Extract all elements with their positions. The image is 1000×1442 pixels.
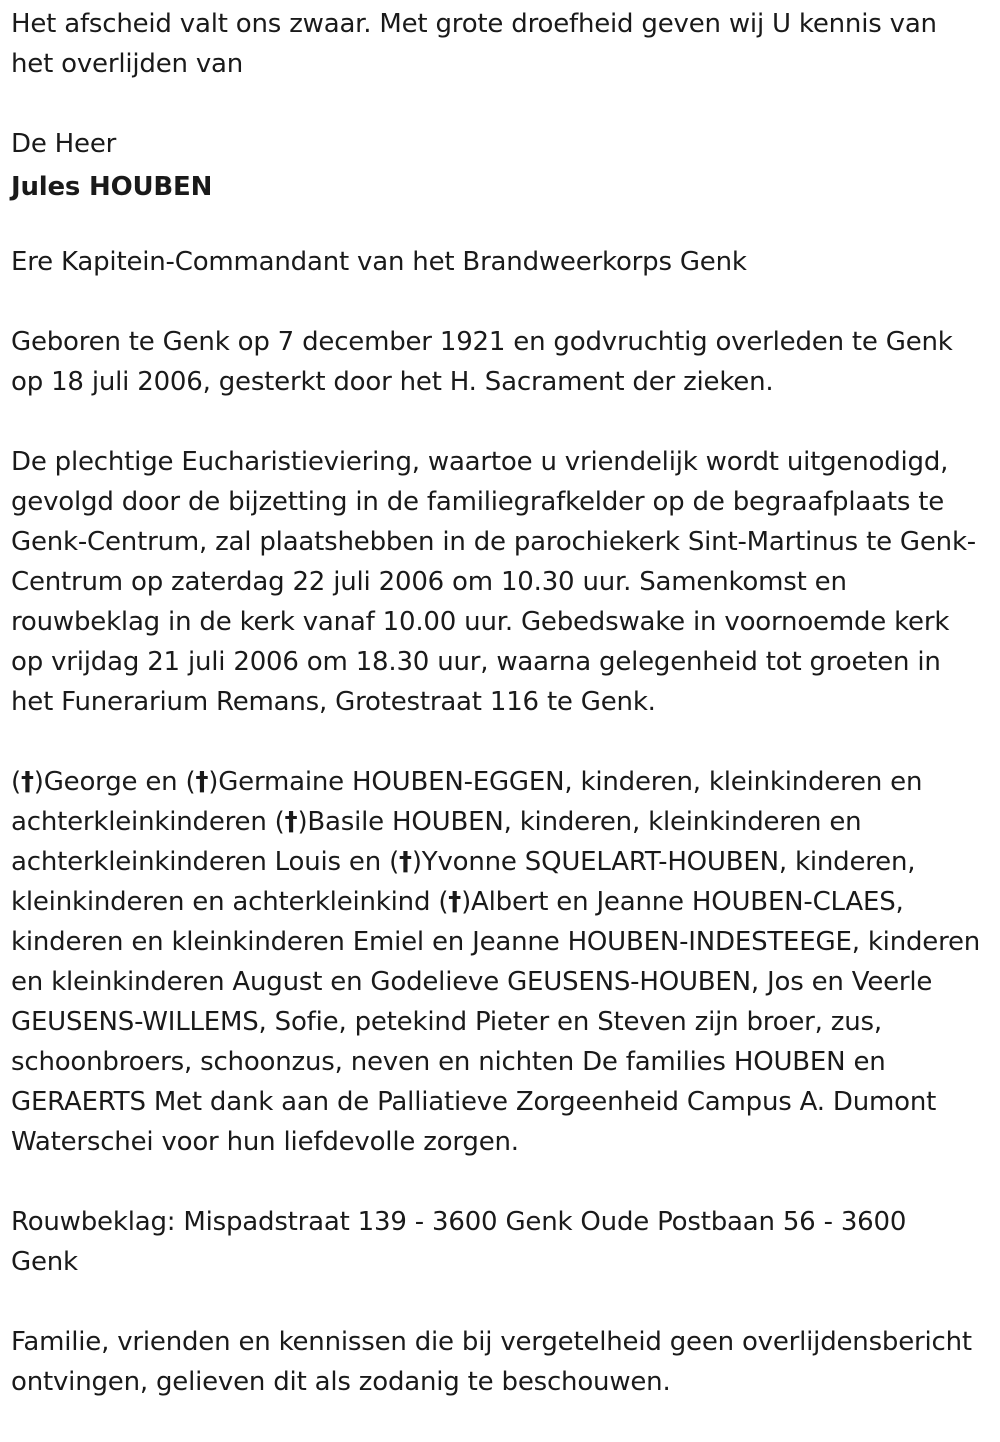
family-segment: Yvonne SQUELART-HOUBEN, kinderen, kleinkinderen en achterkleinkind ( <box>11 847 916 917</box>
cross-icon: † <box>399 847 412 877</box>
birth-death-text: Geboren te Genk op 7 december 1921 en godvruchtig overleden te Genk op 18 juli 2006, gesterkt door het H. Sacrament der zieken. <box>11 327 953 397</box>
intro-text: Het afscheid valt ons zwaar. Met grote droefheid geven wij U kennis van het overlijden van <box>11 9 937 79</box>
family-segment: Germaine HOUBEN-EGGEN, kinderen, kleinkinderen en achterkleinkinderen ( <box>11 767 923 837</box>
cross-icon: † <box>284 807 298 837</box>
closing-text: Familie, vrienden en kennissen die bij vergetelheid geen overlijdensbericht ontvingen, gelieven dit als zodanig te beschouwen. <box>11 1327 972 1397</box>
family-segment: Albert en Jeanne HOUBEN-CLAES, kinderen en kleinkinderen Emiel en Jeanne HOUBEN-INDESTEEGE, kinderen en kleinkinderen August en Godelieve GEUSENS-HOUBEN, Jos en Veerle GEUSENS-WILLEMS, Sofie, petekind Pieter en Steven zijn broer, zus, schoonbroers, schoonzus, neven en nichten De families HOUBEN en GERAERTS Met dank aan de Palliatieve Zorgeenheid Campus A. Dumont Waterschei voor hun liefdevolle zorgen. <box>11 887 981 1157</box>
family-segment: George en ( <box>43 767 196 797</box>
ceremony-text: De plechtige Eucharistieviering, waartoe u vriendelijk wordt uitgenodigd, gevolgd door de bijzetting in de familiegrafkelder op de begraafplaats te Genk-Centrum, zal plaatshebben in de parochiekerk Sint-Martinus te Genk-Centrum op zaterdag 22 juli 2006 om 10.30 uur. Samenkomst en rouwbeklag in de kerk vanaf 10.00 uur. Gebedswake in voornoemde kerk op vrijdag 21 juli 2006 om 18.30 uur, waarna gelegenheid tot groeten in het Funerarium Remans, Grotestraat 116 te Genk. <box>11 447 976 717</box>
condolence-addresses: Rouwbeklag: Mispadstraat 139 - 3600 Genk Oude Postbaan 56 - 3600 Genk <box>11 1207 907 1277</box>
family-list: (†)George en (†)Germaine HOUBEN-EGGEN, kinderen, kleinkinderen en achterkleinkinderen (†)Basile HOUBEN, kinderen, kleinkinderen en achterkleinkinderen Louis en (†)Yvonne SQUELART-HOUBEN, kinderen, kleinkinderen en achterkleinkind (†)Albert en Jeanne HOUBEN-CLAES, kinderen en kleinkinderen Emiel en Jeanne HOUBEN-INDESTEEGE, kinderen en kleinkinderen August en Godelieve GEUSENS-HOUBEN, Jos en Veerle GEUSENS-WILLEMS, Sofie, petekind Pieter en Steven zijn broer, zus, schoonbroers, schoonzus, neven en nichten De families HOUBEN en GERAERTS Met dank aan de Palliatieve Zorgeenheid Campus A. Dumont Waterschei voor hun liefdevolle zorgen. <box>11 767 981 1157</box>
salutation: De Heer <box>11 129 117 159</box>
cross-icon: † <box>448 887 462 917</box>
cross-icon: † <box>20 767 34 797</box>
cross-icon: † <box>195 767 209 797</box>
family-segment: Basile HOUBEN, kinderen, kleinkinderen en achterkleinkinderen Louis en ( <box>11 807 862 877</box>
obituary-notice <box>11 4 981 1442</box>
honorary-title: Ere Kapitein-Commandant van het Brandweerkorps Genk <box>11 247 747 277</box>
deceased-name: Jules HOUBEN <box>11 172 213 202</box>
